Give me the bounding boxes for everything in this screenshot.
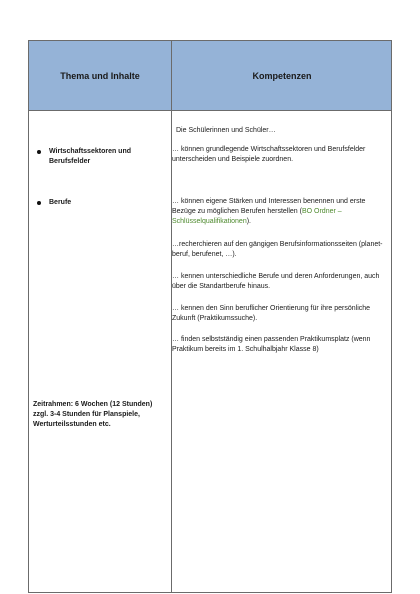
bullet-icon xyxy=(37,150,41,154)
competency-2-end: ). xyxy=(246,218,251,225)
competency-3: …recherchieren auf den gängigen Berufsinformationsseiten (planet-beruf, berufenet, …). xyxy=(172,241,383,258)
topic-item-label: Berufe xyxy=(49,199,72,206)
competency-6: … finden selbstständig einen passenden Praktikumsplatz (wenn Praktikum bereits im 1. Schulhalbjahr Klasse 8) xyxy=(172,336,371,353)
bullet-icon xyxy=(37,201,41,205)
topic-column xyxy=(29,111,171,594)
competencies-column xyxy=(172,111,392,594)
intro-text: Die Schülerinnen und Schüler… xyxy=(176,127,276,134)
competency-2-text: … können eigene Stärken und Interessen benennen und erste Bezüge zu möglichen Berufen herstellen ( xyxy=(172,198,366,215)
table-header xyxy=(29,41,391,111)
competency-1: … können grundlegende Wirtschaftssektoren und Berufsfelder unterscheiden und Beispiele zuordnen. xyxy=(172,146,366,163)
competency-4: … kennen unterschiedliche Berufe und deren Anforderungen, auch über die Standartberufe hinaus. xyxy=(172,273,380,290)
topic-item-jobs xyxy=(37,198,157,208)
competency-table xyxy=(28,40,392,593)
competency-2 xyxy=(172,197,386,227)
header-competencies: Kompetenzen xyxy=(252,70,312,81)
competency-5: … kennen den Sinn beruflicher Orientierung für ihre persönliche Zukunft (Praktikumssuche). xyxy=(172,305,371,322)
bo-ordner-link[interactable]: BO Ordner – Schlüsselqualifikationen xyxy=(172,208,342,225)
topic-item-label: Wirtschaftssektoren und Berufsfelder xyxy=(49,148,132,165)
topic-item-sectors xyxy=(37,147,157,167)
time-frame: Zeitrahmen: 6 Wochen (12 Stunden) zzgl. 3-4 Stunden für Planspiele, Werturteilsstunden etc. xyxy=(33,401,153,428)
header-topic: Thema und Inhalte xyxy=(60,70,140,81)
